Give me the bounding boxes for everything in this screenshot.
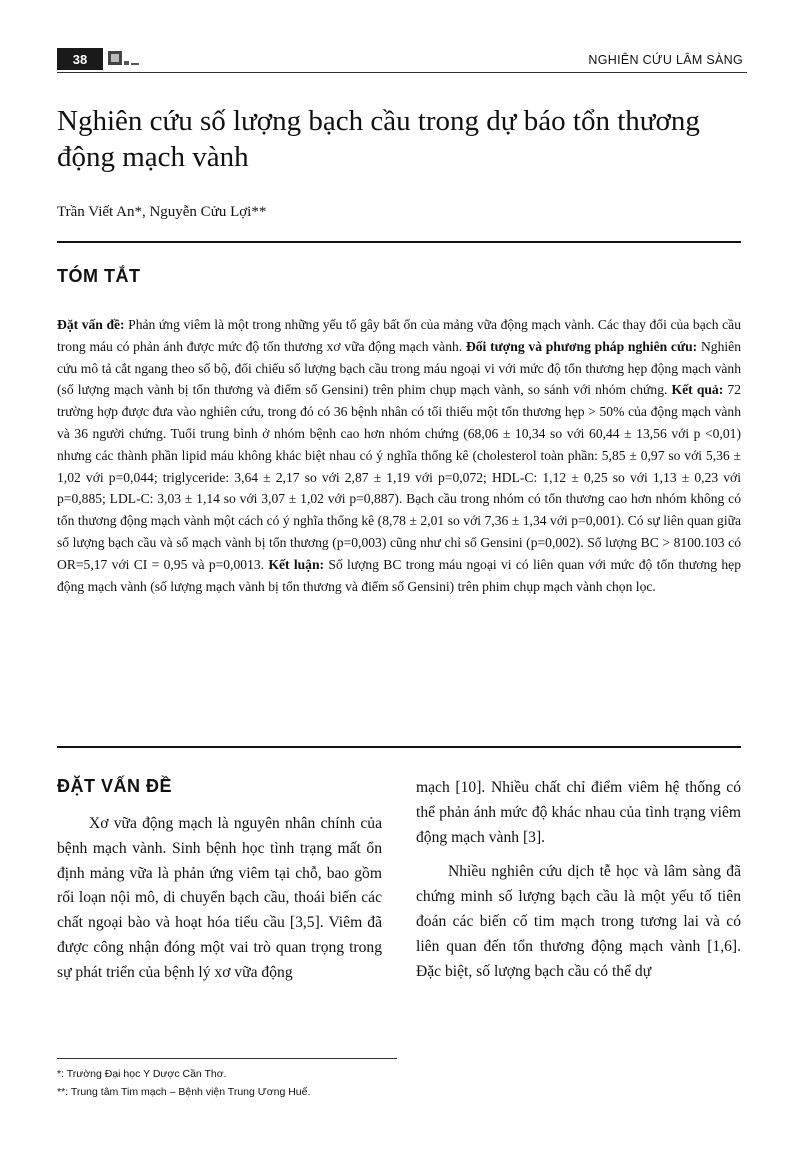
divider-top <box>57 241 741 243</box>
footnote-rule <box>57 1058 397 1059</box>
footnote-2: **: Trung tâm Tim mạch – Bệnh viện Trung Ương Huế. <box>57 1086 311 1098</box>
abstract-background-text: Phản ứng viêm là một trong những yếu tố gây bất ổn của mảng vữa động mạch vành. Các thay đổi của bạch cầu trong máu có phản ánh được mức độ tổn thương xơ vữa động mạch vành. <box>57 317 741 354</box>
footnote-1: *: Trường Đại học Y Dược Cần Thơ. <box>57 1068 227 1080</box>
abstract-methods-text: Nghiên cứu mô tả cắt ngang theo số bộ, đối chiếu số lượng bạch cầu trong máu ngoại vi với mức độ tổn thương hẹp động mạch vành (số lượng mạch vành bị tổn thương và điểm số Gensini) trên phim chụp mạch vành, so sánh với nhóm chứng. <box>57 338 741 398</box>
abstract-conclusion-text: Số lượng BC trong máu ngoại vi có liên quan với mức độ tổn thương hẹp động mạch vành (số lượng mạch vành bị tổn thương và điểm số Gensini) trên phim chụp mạch vành chọn lọc. <box>57 556 742 594</box>
header-rule <box>57 72 747 73</box>
abstract-background-label: Đặt vấn đề: <box>57 317 125 332</box>
intro-right-paragraph-1: mạch [10]. Nhiều chất chỉ điểm viêm hệ thống có thể phản ánh mức độ khác nhau của tình trạng viêm động mạch vành [3]. <box>416 779 741 846</box>
page-number-text: 38 <box>72 51 88 67</box>
intro-heading: ĐẶT VẤN ĐỀ <box>57 776 173 796</box>
article-authors: Trần Viết An*, Nguyễn Cửu Lợi** <box>57 204 267 220</box>
abstract-results-label: Kết quả: <box>667 382 724 398</box>
header-ornament-icon <box>106 48 142 70</box>
intro-left-paragraph: Xơ vữa động mạch là nguyên nhân chính của bệnh mạch vành. Sinh bệnh học tình trạng mất ổn định mảng vữa là phản ứng viêm tại chỗ, bao gồm rối loạn nội mô, di chuyển bạch cầu, thoái biến các chất ngoại bào và hoạt hóa tiểu cầu [3,5]. Viêm đã được công nhận đóng một vai trò quan trọng trong sự phát triển của bệnh lý xơ vữa động <box>57 815 382 981</box>
page-number <box>57 48 103 70</box>
article-title: Nghiên cứu số lượng bạch cầu trong dự báo tổn thương động mạch vành <box>57 105 700 173</box>
abstract-body <box>57 314 741 597</box>
abstract-heading: TÓM TẮT <box>57 266 141 286</box>
abstract-methods-label: Đối tượng và phương pháp nghiên cứu: <box>462 338 698 354</box>
divider-bottom <box>57 746 741 748</box>
intro-right-paragraph-2: Nhiều nghiên cứu dịch tễ học và lâm sàng đã chứng minh số lượng bạch cầu là một yếu tố tiên đoán các biến cố tim mạch trong tương lai và có liên quan đến tổn thương động mạch vành [1,6]. Đặc biệt, số lượng bạch cầu có thể dự <box>416 863 741 980</box>
intro-left-column <box>57 812 382 986</box>
section-name: NGHIÊN CỨU LÂM SÀNG <box>588 53 743 67</box>
abstract-results-text: 72 trường hợp được đưa vào nghiên cứu, trong đó có 36 bệnh nhân có tối thiểu một tổn thương hẹp > 50% của động mạch vành và 36 người chứng. Tuổi trung bình ở nhóm bệnh cao hơn nhóm chứng (68,06 ± 10,34 so với 60,44 ± 13,56 với p <0,01) nhưng các thành phần lipid máu không khác biệt nhau có ý nghĩa thống kê (cholesterol toàn phần: 5,85 ± 0,97 so với 5,36 ± 1,02 với p=0,044; triglyceride: 3,64 ± 2,17 so với 2,87 ± 1,19 với p=0,072; HDL-C: 1,12 ± 0,25 so với 1,13 ± 0,23 với p=0,885; LDL-C: 3,03 ± 1,14 so với 3,07 ± 1,02 với p=0,887). Bạch cầu trong nhóm có tổn thương cao hơn nhóm không có tổn thương động mạch vành một cách có ý nghĩa thống kê (8,78 ± 2,01 so với 7,36 ± 1,34 với p=0,001). Có sự liên quan giữa số lượng bạch cầu và số mạch vành bị tổn thương (p=0,003) cũng như chỉ số Gensini (p=0,002). Số lượng BC > 8100.103 có OR=5,17 với CI = 0,95 và p=0,0013. <box>57 382 741 572</box>
intro-right-column <box>416 776 741 984</box>
abstract-conclusion-label: Kết luận: <box>264 556 325 572</box>
